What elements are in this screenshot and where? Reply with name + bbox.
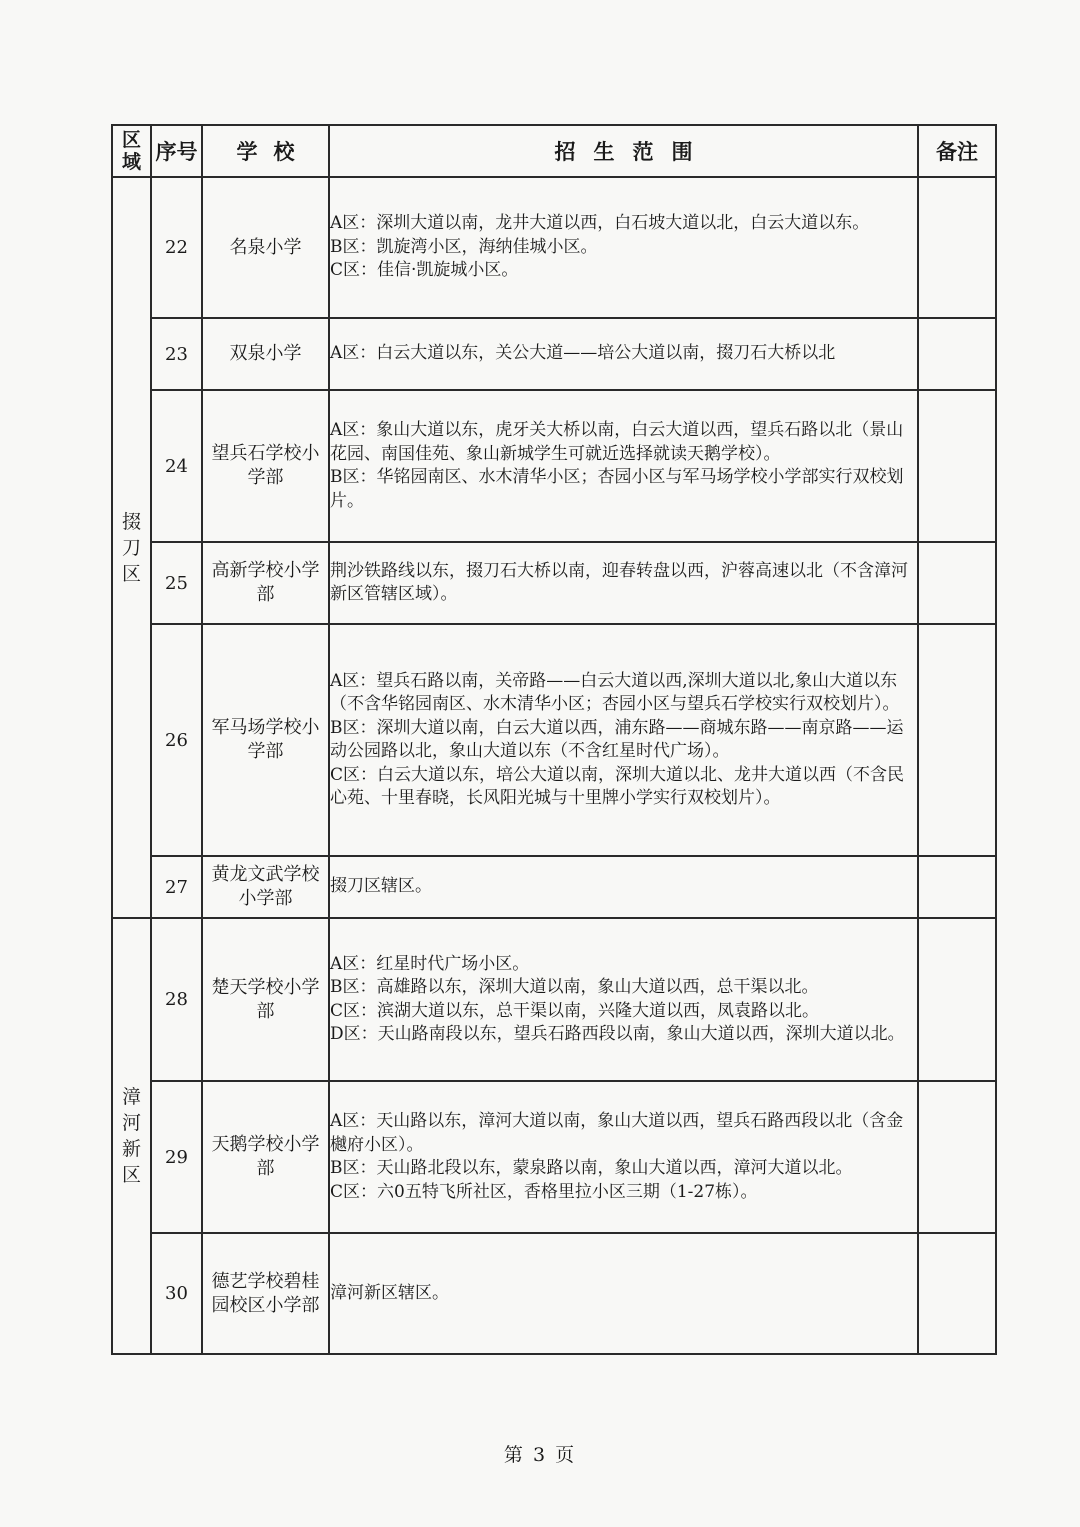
row-number: 29: [151, 1081, 202, 1233]
row-number: 25: [151, 542, 202, 624]
enrollment-range: A区：深圳大道以南，龙井大道以西，白石坡大道以北，白云大道以东。 B区：凯旋湾小区，海纳佳城小区。 C区：佳信·凯旋城小区。: [329, 177, 918, 318]
table-row: [112, 1233, 996, 1354]
note-cell: [918, 542, 996, 624]
row-number: 27: [151, 856, 202, 918]
note-cell: [918, 1081, 996, 1233]
page-number: 第 3 页: [503, 1444, 577, 1466]
enrollment-range: A区：红星时代广场小区。 B区：高雄路以东，深圳大道以南，象山大道以西，总干渠以北。 C区：滨湖大道以东，总干渠以南，兴隆大道以西，凤袁路以北。 D区：天山路南段以东，望兵石路西段以南，象山大道以西，深圳大道以北。: [329, 918, 918, 1081]
header-note: 备注: [918, 125, 996, 177]
table-row: [112, 177, 996, 318]
table-header-row: [112, 125, 996, 177]
row-number: 28: [151, 918, 202, 1081]
table-row: [112, 1081, 996, 1233]
note-cell: [918, 1233, 996, 1354]
region-cell-duodao: 掇刀区: [112, 177, 151, 918]
row-number: 23: [151, 318, 202, 390]
table-row: [112, 856, 996, 918]
row-number: 22: [151, 177, 202, 318]
school-name: 名泉小学: [202, 177, 329, 318]
header-range: 招生范围: [329, 125, 918, 177]
note-cell: [918, 918, 996, 1081]
row-number: 26: [151, 624, 202, 856]
region-cell-zhanghe: 漳河新区: [112, 918, 151, 1354]
school-name: 高新学校小学部: [202, 542, 329, 624]
note-cell: [918, 856, 996, 918]
note-cell: [918, 624, 996, 856]
school-name: 军马场学校小学部: [202, 624, 329, 856]
table-row: [112, 624, 996, 856]
header-region: 区域: [112, 125, 151, 177]
enrollment-range: A区：天山路以东，漳河大道以南，象山大道以西，望兵石路西段以北（含金樾府小区）。 B区：天山路北段以东，蒙泉路以南，象山大道以西，漳河大道以北。 C区：六0五特飞所社区，香格里拉小区三期（1-27栋）。: [329, 1081, 918, 1233]
row-number: 30: [151, 1233, 202, 1354]
school-name: 黄龙文武学校小学部: [202, 856, 329, 918]
enrollment-range: 掇刀区辖区。: [329, 856, 918, 918]
table-row: [112, 542, 996, 624]
enrollment-range: A区：望兵石路以南，关帝路——白云大道以西,深圳大道以北,象山大道以东（不含华铭园南区、水木清华小区；杏园小区与望兵石学校实行双校划片）。 B区：深圳大道以南，白云大道以西，浦东路——商城东路——南京路——运动公园路以北，象山大道以东（不含红星时代广场）。 C区：白云大道以东，培公大道以南，深圳大道以北、龙井大道以西（不含民心苑、十里春晓，长风阳光城与十里牌小学实行双校划片）。: [329, 624, 918, 856]
row-number: 24: [151, 390, 202, 542]
note-cell: [918, 390, 996, 542]
header-number: 序号: [151, 125, 202, 177]
enrollment-range: 荆沙铁路线以东，掇刀石大桥以南，迎春转盘以西，沪蓉高速以北（不含漳河新区管辖区域）。: [329, 542, 918, 624]
school-name: 德艺学校碧桂园校区小学部: [202, 1233, 329, 1354]
school-name: 双泉小学: [202, 318, 329, 390]
school-name: 楚天学校小学部: [202, 918, 329, 1081]
header-school: 学校: [202, 125, 329, 177]
enrollment-range: 漳河新区辖区。: [329, 1233, 918, 1354]
table-row: [112, 318, 996, 390]
table-row: [112, 918, 996, 1081]
school-name: 望兵石学校小学部: [202, 390, 329, 542]
enrollment-range: A区：白云大道以东，关公大道——培公大道以南，掇刀石大桥以北: [329, 318, 918, 390]
note-cell: [918, 177, 996, 318]
enrollment-table: [111, 124, 997, 1355]
table-row: [112, 390, 996, 542]
enrollment-range: A区：象山大道以东，虎牙关大桥以南，白云大道以西，望兵石路以北（景山花园、南国佳苑、象山新城学生可就近选择就读天鹅学校）。 B区：华铭园南区、水木清华小区；杏园小区与军马场学校小学部实行双校划片。: [329, 390, 918, 542]
note-cell: [918, 318, 996, 390]
school-name: 天鹅学校小学部: [202, 1081, 329, 1233]
